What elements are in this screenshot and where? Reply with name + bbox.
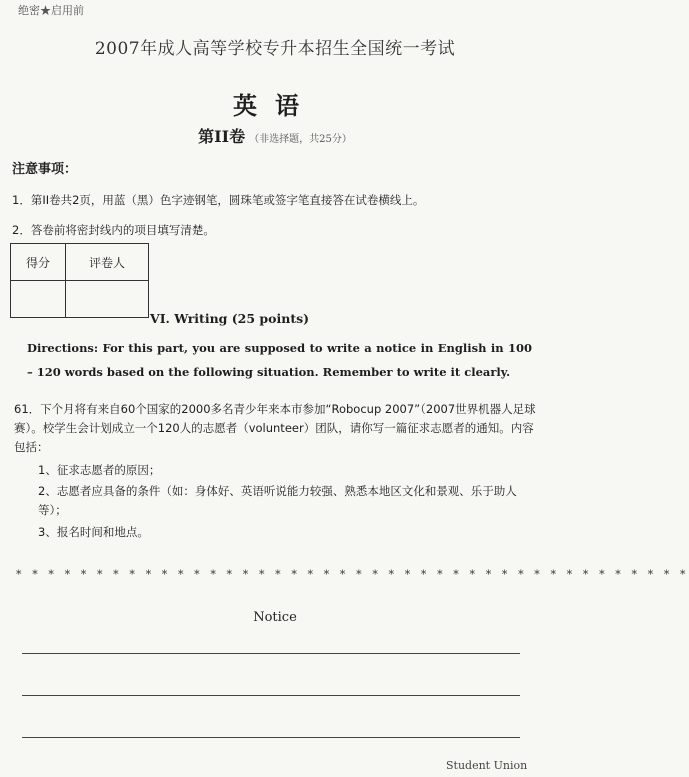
writing-section-title: VI. Writing (25 points) xyxy=(150,311,310,326)
score-cell[interactable] xyxy=(11,281,66,318)
grader-header: 评卷人 xyxy=(66,244,149,281)
subject-title: 英语 xyxy=(233,92,317,120)
question-point-1: 1、征求志愿者的原因； xyxy=(38,463,161,477)
part-title: 第II卷 xyxy=(198,127,246,146)
confidential-stamp: 绝密★启用前 xyxy=(18,4,84,17)
question-point-3: 3、报名时间和地点。 xyxy=(38,525,149,539)
writing-directions: Directions: For this part, you are supposed to write a notice in English in 100 – 120 words based on the following situation. Remember to write it clearly. xyxy=(27,341,532,379)
separator-stars: * * * * * * * * * * * * * * * * * * * * * * * * * * * * * * * * * * * * * * * * * * xyxy=(16,568,689,581)
notes-heading: 注意事项： xyxy=(12,162,78,177)
notice-signoff: Student Union xyxy=(446,759,528,772)
part-heading xyxy=(0,124,550,147)
answer-line[interactable] xyxy=(22,653,520,654)
score-header: 得分 xyxy=(11,244,66,281)
score-table xyxy=(10,243,149,318)
answer-line[interactable] xyxy=(22,695,520,696)
answer-line[interactable] xyxy=(22,737,520,738)
notice-heading: Notice xyxy=(253,610,297,625)
note-item-2: 2．答卷前将密封线内的项目填写清楚。 xyxy=(12,223,215,237)
question-61-prompt: 61．下个月将有来自60个国家的2000多名青少年来本市参加“Robocup 2007”（2007世界机器人足球赛）。校学生会计划成立一个120人的志愿者（volunteer）团队，请你写一篇征求志愿者的通知。内容包括： xyxy=(14,402,536,454)
note-item-1: 1．第II卷共2页，用蓝（黑）色字迹钢笔，圆珠笔或签字笔直接答在试卷横线上。 xyxy=(12,193,425,207)
grader-cell[interactable] xyxy=(66,281,149,318)
exam-title: 2007年成人高等学校专升本招生全国统一考试 xyxy=(94,39,456,59)
part-subtitle: （非选择题，共25分） xyxy=(249,134,352,145)
question-point-2: 2、志愿者应具备的条件（如：身体好、英语听说能力较强、熟悉本地区文化和景观、乐于助人等）； xyxy=(38,484,517,517)
